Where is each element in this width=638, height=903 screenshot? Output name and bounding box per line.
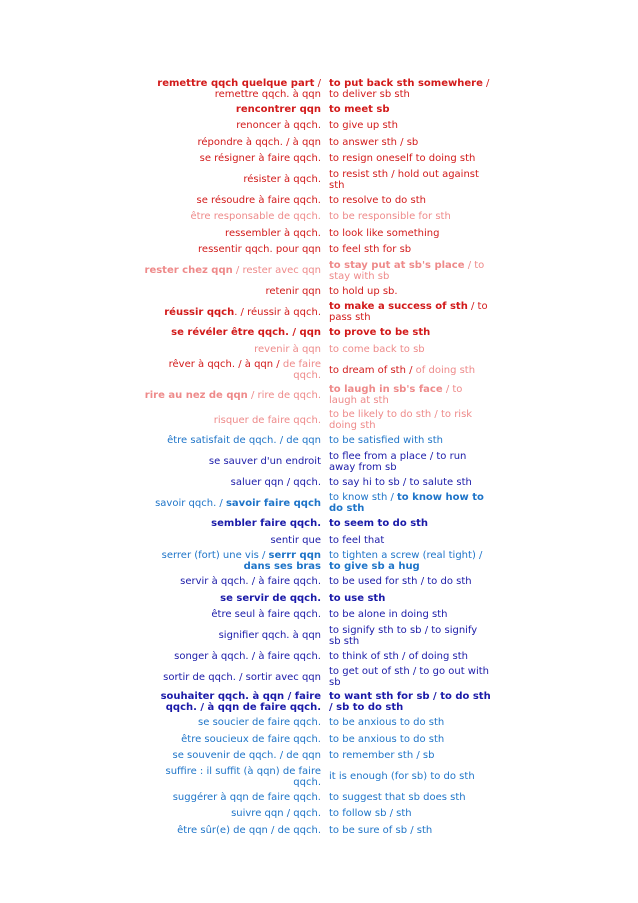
- vocab-row: [138, 623, 491, 648]
- english-translation-segment: to want sth for sb / to do sth / sb to do sth: [329, 691, 491, 713]
- english-translation-segment: to dream of sth /: [329, 364, 416, 376]
- english-translation: [325, 258, 491, 283]
- french-expression: [138, 341, 325, 358]
- french-expression-segment: serrr qqn dans ses bras: [243, 550, 321, 572]
- english-translation-segment: to be used for sth / to do sth: [329, 576, 472, 588]
- english-translation-segment: / to pass sth: [329, 301, 488, 323]
- english-translation-segment: / to deliver sb sth: [329, 77, 490, 100]
- french-expression-segment: rester chez qqn: [144, 265, 233, 276]
- french-expression: [138, 242, 325, 259]
- french-expression: [138, 134, 325, 151]
- french-expression-segment: ressembler à qqch.: [225, 227, 321, 239]
- french-expression: [138, 474, 325, 491]
- french-expression: [138, 383, 325, 408]
- vocab-row: [138, 118, 491, 135]
- english-translation: [325, 690, 491, 715]
- vocab-row: [138, 101, 491, 118]
- english-translation-segment: / to stay with sb: [329, 259, 485, 282]
- english-translation: [325, 225, 491, 242]
- french-expression: [138, 491, 325, 516]
- french-expression: [138, 532, 325, 549]
- english-translation: [325, 574, 491, 591]
- french-expression: [138, 590, 325, 607]
- vocab-row: [138, 151, 491, 168]
- english-translation-segment: to think of sth / of doing sth: [329, 650, 468, 662]
- english-translation-segment: to meet sb: [329, 103, 390, 115]
- vocab-row: [138, 383, 491, 408]
- english-translation-segment: to prove to be sth: [329, 327, 431, 339]
- french-expression: [138, 225, 325, 242]
- french-expression-segment: serrer (fort) une vis /: [161, 550, 269, 561]
- vocab-row: [138, 607, 491, 624]
- english-translation: [325, 433, 491, 450]
- french-expression: [138, 822, 325, 839]
- english-translation-segment: of doing sth: [415, 364, 476, 376]
- french-expression-segment: répondre à qqch. / à qqn: [197, 136, 321, 148]
- french-expression-segment: être responsable de qqch.: [190, 211, 321, 223]
- english-translation: [325, 715, 491, 732]
- vocab-row: [138, 491, 491, 516]
- vocab-row: [138, 358, 491, 383]
- english-translation: [325, 822, 491, 839]
- english-translation-segment: to follow sb / sth: [329, 808, 412, 820]
- english-translation: [325, 341, 491, 358]
- french-expression-segment: rire au nez de qqn: [144, 389, 248, 401]
- english-translation-segment: / to laugh at sth: [329, 384, 463, 406]
- english-translation: [325, 449, 491, 474]
- english-translation-segment: to feel sth for sb: [329, 244, 412, 256]
- vocab-row: [138, 167, 491, 192]
- vocab-row: [138, 590, 491, 607]
- french-expression-segment: suffire : il suffit (à qqn) de faire qqch.: [165, 765, 321, 788]
- english-translation-segment: to seem to do sth: [329, 518, 429, 530]
- french-expression-segment: sembler faire qqch.: [211, 518, 321, 530]
- vocab-row: [138, 764, 491, 789]
- english-translation-segment: to get out of sth / to go out with sb: [329, 666, 490, 688]
- french-expression: [138, 574, 325, 591]
- english-translation: [325, 76, 491, 101]
- vocab-row: [138, 134, 491, 151]
- vocab-row: [138, 806, 491, 823]
- english-translation-segment: to remember sth / sb: [329, 750, 435, 762]
- french-expression-segment: se soucier de faire qqch.: [198, 717, 321, 729]
- english-translation: [325, 325, 491, 342]
- vocab-row: [138, 325, 491, 342]
- vocab-row: [138, 532, 491, 549]
- french-expression-segment: sortir de qqch. / sortir avec qqn: [163, 671, 321, 683]
- french-expression: [138, 731, 325, 748]
- french-expression-segment: se résigner à faire qqch.: [199, 153, 321, 165]
- french-expression-segment: résister à qqch.: [243, 174, 321, 185]
- english-translation: [325, 665, 491, 690]
- english-translation-segment: to stay put at sb's place: [329, 259, 465, 271]
- english-translation-segment: to give sb a hug: [329, 561, 420, 572]
- french-expression-segment: suggérer à qqn de faire qqch.: [172, 791, 321, 803]
- english-translation-segment: to put back sth somewhere: [329, 77, 483, 89]
- french-expression: [138, 715, 325, 732]
- vocab-row: [138, 449, 491, 474]
- vocab-row: [138, 408, 491, 433]
- french-expression-segment: retenir qqn: [265, 285, 321, 297]
- french-expression: [138, 433, 325, 450]
- french-expression: [138, 549, 325, 574]
- french-expression-segment: souhaiter qqch. à qqn / faire qqch. / à qqn de faire qqch.: [160, 691, 321, 713]
- french-expression-segment: / rester avec qqn: [232, 265, 321, 276]
- english-translation-segment: to be anxious to do sth: [329, 717, 445, 729]
- english-translation: [325, 549, 491, 574]
- vocab-row: [138, 731, 491, 748]
- vocab-row: [138, 258, 491, 283]
- english-translation: [325, 748, 491, 765]
- english-translation: [325, 532, 491, 549]
- french-expression: [138, 118, 325, 135]
- english-translation: [325, 134, 491, 151]
- english-translation-segment: to resolve to do sth: [329, 194, 426, 206]
- french-expression-segment: songer à qqch. / à faire qqch.: [174, 650, 321, 662]
- french-expression-segment: remettre qqch quelque part: [157, 77, 315, 89]
- french-expression-segment: / rire de qqch.: [247, 389, 321, 401]
- french-expression-segment: risquer de faire qqch.: [213, 414, 321, 426]
- french-expression-segment: sentir que: [270, 534, 321, 546]
- english-translation-segment: to signify sth to sb / to signify sb sth: [329, 624, 478, 647]
- french-expression: [138, 101, 325, 118]
- english-translation: [325, 590, 491, 607]
- french-expression-segment: être seul à faire qqch.: [211, 609, 321, 621]
- french-expression: [138, 789, 325, 806]
- french-expression: [138, 607, 325, 624]
- english-translation-segment: to make a success of sth: [329, 301, 468, 312]
- english-translation: [325, 648, 491, 665]
- english-translation-segment: to be satisfied with sth: [329, 435, 443, 447]
- english-translation-segment: to be sure of sb / sth: [329, 824, 433, 836]
- vocab-row: [138, 748, 491, 765]
- french-expression-segment: renoncer à qqch.: [236, 120, 321, 132]
- vocab-row: [138, 715, 491, 732]
- english-translation-segment: to look like something: [329, 227, 440, 239]
- english-translation-segment: to come back to sb: [329, 343, 425, 355]
- english-translation: [325, 623, 491, 648]
- french-expression: [138, 665, 325, 690]
- vocab-row: [138, 516, 491, 533]
- english-translation: [325, 283, 491, 300]
- english-translation: [325, 383, 491, 408]
- english-translation-segment: to suggest that sb does sth: [329, 791, 466, 803]
- french-expression: [138, 449, 325, 474]
- french-expression: [138, 325, 325, 342]
- french-expression-segment: ressentir qqch. pour qqn: [198, 244, 321, 256]
- french-expression: [138, 408, 325, 433]
- vocab-row: [138, 690, 491, 715]
- vocab-row: [138, 822, 491, 839]
- english-translation: [325, 300, 491, 325]
- english-translation-segment: to be likely to do sth / to risk doing sth: [329, 409, 473, 431]
- french-expression-segment: se résoudre à faire qqch.: [196, 194, 321, 206]
- french-expression-segment: saluer qqn / qqch.: [230, 476, 321, 488]
- vocab-row: [138, 341, 491, 358]
- english-translation-segment: to be alone in doing sth: [329, 609, 448, 621]
- vocab-row: [138, 192, 491, 209]
- english-translation-segment: to know how to do sth: [329, 492, 484, 514]
- english-translation-segment: to resist sth / hold out against sth: [329, 168, 479, 191]
- english-translation: [325, 491, 491, 516]
- french-expression: [138, 258, 325, 283]
- vocabulary-table: [138, 76, 491, 839]
- french-expression-segment: / remettre qqch. à qqn: [214, 77, 321, 100]
- vocab-row: [138, 242, 491, 259]
- english-translation: [325, 764, 491, 789]
- french-expression: [138, 151, 325, 168]
- french-expression-segment: savoir faire qqch: [225, 497, 321, 509]
- french-expression-segment: rencontrer qqn: [235, 103, 321, 115]
- english-translation-segment: to be anxious to do sth: [329, 733, 445, 745]
- french-expression: [138, 76, 325, 101]
- english-translation-segment: to tighten a screw (real tight) /: [329, 550, 483, 561]
- english-translation: [325, 151, 491, 168]
- french-expression-segment: se sauver d'un endroit: [208, 456, 321, 467]
- vocab-row: [138, 474, 491, 491]
- french-expression: [138, 648, 325, 665]
- english-translation: [325, 806, 491, 823]
- french-expression-segment: être soucieux de faire qqch.: [181, 733, 321, 745]
- english-translation-segment: to say hi to sb / to salute sth: [329, 476, 472, 488]
- french-expression: [138, 690, 325, 715]
- french-expression-segment: se souvenir de qqch. / de qqn: [172, 750, 321, 762]
- vocab-row: [138, 574, 491, 591]
- french-expression: [138, 764, 325, 789]
- english-translation: [325, 607, 491, 624]
- french-expression-segment: servir à qqch. / à faire qqch.: [180, 576, 321, 588]
- french-expression: [138, 806, 325, 823]
- english-translation: [325, 167, 491, 192]
- english-translation: [325, 358, 491, 383]
- french-expression-segment: rêver à qqch. / à qqn /: [168, 359, 283, 370]
- english-translation: [325, 209, 491, 226]
- vocab-row: [138, 433, 491, 450]
- english-translation-segment: to use sth: [329, 592, 386, 604]
- english-translation-segment: to resign oneself to doing sth: [329, 153, 476, 165]
- vocab-row: [138, 300, 491, 325]
- english-translation-segment: to hold up sb.: [329, 285, 398, 297]
- french-expression-segment: de faire qqch.: [282, 359, 321, 381]
- vocab-row: [138, 789, 491, 806]
- french-expression: [138, 516, 325, 533]
- french-expression: [138, 283, 325, 300]
- french-expression-segment: réussir qqch: [164, 306, 235, 318]
- french-expression: [138, 358, 325, 383]
- english-translation: [325, 242, 491, 259]
- english-translation: [325, 192, 491, 209]
- english-translation-segment: to flee from a place / to run away from sb: [329, 450, 467, 473]
- french-expression-segment: revenir à qqn: [254, 343, 321, 355]
- english-translation: [325, 118, 491, 135]
- vocab-row: [138, 665, 491, 690]
- french-expression-segment: suivre qqn / qqch.: [231, 808, 321, 820]
- french-expression: [138, 623, 325, 648]
- vocab-row: [138, 648, 491, 665]
- english-translation-segment: it is enough (for sb) to do sth: [329, 771, 475, 782]
- english-translation-segment: to know sth /: [329, 492, 398, 503]
- french-expression-segment: être satisfait de qqch. / de qqn: [167, 435, 321, 447]
- french-expression-segment: se révéler être qqch. / qqn: [171, 327, 321, 339]
- english-translation: [325, 408, 491, 433]
- french-expression: [138, 167, 325, 192]
- french-expression: [138, 748, 325, 765]
- english-translation: [325, 101, 491, 118]
- vocab-row: [138, 209, 491, 226]
- english-translation-segment: to feel that: [329, 534, 385, 546]
- english-translation: [325, 789, 491, 806]
- french-expression: [138, 300, 325, 325]
- english-translation-segment: to laugh in sb's face: [329, 384, 443, 395]
- english-translation-segment: to answer sth / sb: [329, 136, 419, 148]
- vocab-row: [138, 225, 491, 242]
- french-expression-segment: signifier qqch. à qqn: [218, 630, 321, 641]
- english-translation-segment: to be responsible for sth: [329, 211, 451, 223]
- english-translation: [325, 474, 491, 491]
- vocabulary-table-body: [138, 76, 491, 839]
- vocab-row: [138, 76, 491, 101]
- english-translation: [325, 731, 491, 748]
- french-expression-segment: . / réussir à qqch.: [234, 306, 321, 318]
- french-expression-segment: savoir qqch. /: [155, 497, 226, 509]
- french-expression: [138, 192, 325, 209]
- french-expression-segment: se servir de qqch.: [220, 592, 321, 604]
- vocab-row: [138, 283, 491, 300]
- french-expression-segment: être sûr(e) de qqn / de qqch.: [177, 824, 321, 836]
- english-translation-segment: to give up sth: [329, 120, 398, 132]
- english-translation: [325, 516, 491, 533]
- vocab-row: [138, 549, 491, 574]
- french-expression: [138, 209, 325, 226]
